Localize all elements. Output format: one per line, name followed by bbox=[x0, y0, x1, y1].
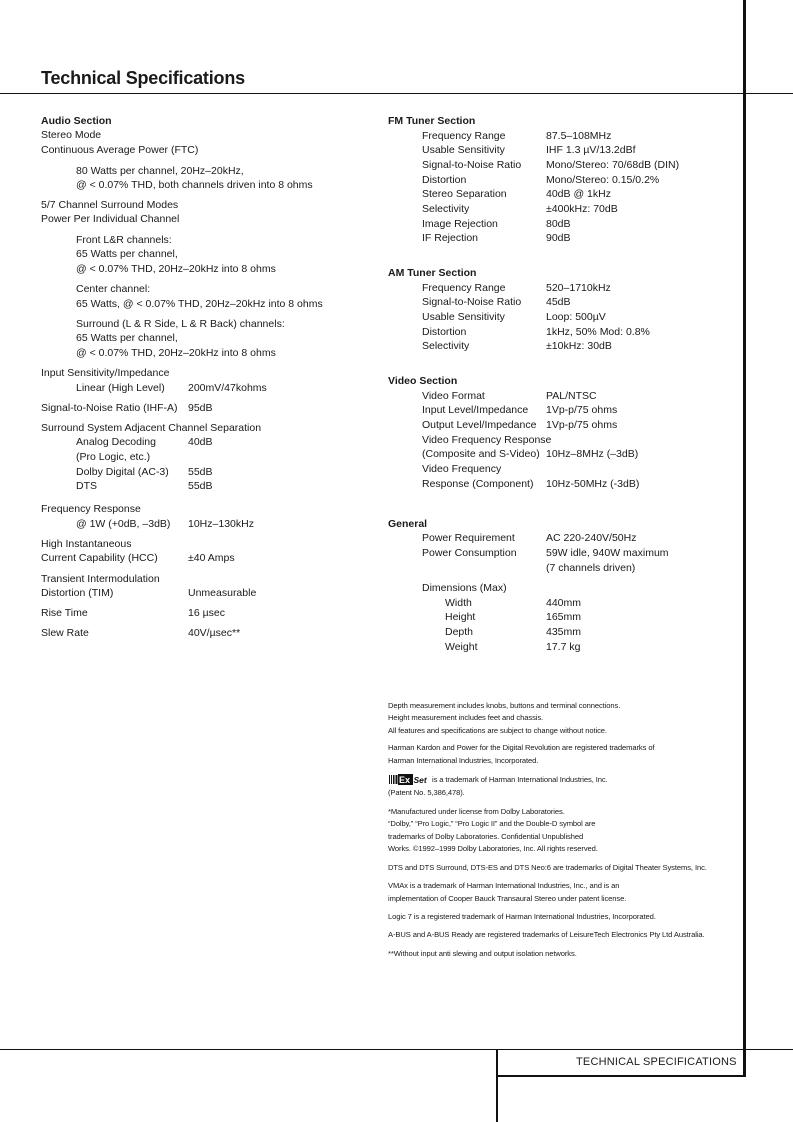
dimension-value: 165mm bbox=[546, 611, 582, 623]
fm-row-label: Distortion bbox=[422, 174, 467, 186]
frequency-response-label: Frequency Response bbox=[41, 503, 141, 515]
am-row-label: Signal-to-Noise Ratio bbox=[422, 296, 522, 308]
center-spec-line: 65 Watts, @ < 0.07% THD, 20Hz–20kHz into 8 ohms bbox=[76, 298, 323, 310]
surround-modes-label: 5/7 Channel Surround Modes bbox=[41, 199, 179, 211]
power-consumption-note: (7 channels driven) bbox=[546, 562, 636, 574]
linear-label: Linear (High Level) bbox=[76, 382, 165, 394]
am-row-value: 45dB bbox=[546, 296, 571, 308]
stereo-spec-line: @ < 0.07% THD, both channels driven into 8 ohms bbox=[76, 179, 313, 191]
fm-row-label: Usable Sensitivity bbox=[422, 144, 505, 156]
slew-rate-label: Slew Rate bbox=[41, 627, 89, 639]
fm-row-value: 80dB bbox=[546, 218, 571, 230]
note-line: *Manufactured under license from Dolby Laboratories. bbox=[388, 807, 565, 816]
note-line: (Patent No. 5,386,478). bbox=[388, 788, 465, 797]
analog-decoding-label: Analog Decoding bbox=[76, 436, 156, 448]
hcc-label-line2: Current Capability (HCC) bbox=[41, 552, 158, 564]
frequency-response-value: 10Hz–130kHz bbox=[188, 518, 254, 530]
note-line: Works. ©1992–1999 Dolby Laboratories, Inc. All rights reserved. bbox=[388, 844, 598, 853]
dts-value: 55dB bbox=[188, 480, 213, 492]
tim-value: Unmeasurable bbox=[188, 587, 257, 599]
video-freq-response-value: 10Hz–8MHz (–3dB) bbox=[546, 448, 639, 460]
note-line: Depth measurement includes knobs, buttons and terminal connections. bbox=[388, 701, 621, 710]
video-input-value: 1Vp-p/75 ohms bbox=[546, 404, 618, 416]
video-component-label: Response (Component) bbox=[422, 478, 534, 490]
hcc-label-line1: High Instantaneous bbox=[41, 538, 132, 550]
dimensions-label: Dimensions (Max) bbox=[422, 582, 507, 594]
note-line: Height measurement includes feet and chassis. bbox=[388, 713, 544, 722]
dolby-digital-value: 55dB bbox=[188, 466, 213, 478]
video-component-value: 10Hz-50MHz (-3dB) bbox=[546, 478, 640, 490]
note-line: trademarks of Dolby Laboratories. Confidential Unpublished bbox=[388, 832, 584, 841]
surround-spec-line: @ < 0.07% THD, 20Hz–20kHz into 8 ohms bbox=[76, 347, 276, 359]
video-freq-response-sublabel: (Composite and S-Video) bbox=[422, 448, 540, 460]
fm-row-label: Image Rejection bbox=[422, 218, 498, 230]
am-row-value: 1kHz, 50% Mod: 0.8% bbox=[546, 326, 650, 338]
video-input-label: Input Level/Impedance bbox=[422, 404, 529, 416]
page-edge-rule bbox=[743, 0, 746, 1077]
fm-section-heading: FM Tuner Section bbox=[388, 115, 476, 127]
dimension-value: 17.7 kg bbox=[546, 641, 581, 653]
svg-text:Ex: Ex bbox=[399, 775, 411, 785]
fm-row-value: Mono/Stereo: 0.15/0.2% bbox=[546, 174, 660, 186]
power-requirement-value: AC 220-240V/50Hz bbox=[546, 532, 637, 544]
note-line: VMAx is a trademark of Harman International Industries, Inc., and is an bbox=[388, 881, 620, 890]
note-line: implementation of Cooper Bauck Transaural Stereo under patent license. bbox=[388, 894, 627, 903]
front-spec-line: 65 Watts per channel, bbox=[76, 248, 178, 260]
tim-label-line2: Distortion (TIM) bbox=[41, 587, 114, 599]
power-consumption-label: Power Consumption bbox=[422, 547, 517, 559]
power-requirement-label: Power Requirement bbox=[422, 532, 515, 544]
fm-row-value: 87.5–108MHz bbox=[546, 130, 612, 142]
audio-section-heading: Audio Section bbox=[41, 115, 112, 127]
dolby-digital-label: Dolby Digital (AC-3) bbox=[76, 466, 169, 478]
am-section-heading: AM Tuner Section bbox=[388, 267, 477, 279]
fm-row-label: IF Rejection bbox=[422, 232, 479, 244]
note-line: “Dolby,” “Pro Logic,” “Pro Logic II” and the Double-D symbol are bbox=[388, 819, 596, 828]
pro-logic-label: (Pro Logic, etc.) bbox=[76, 451, 151, 463]
page-title: Technical Specifications bbox=[41, 68, 245, 88]
fm-row-label: Frequency Range bbox=[422, 130, 506, 142]
input-sensitivity-label: Input Sensitivity/Impedance bbox=[41, 367, 170, 379]
stereo-spec-line: 80 Watts per channel, 20Hz–20kHz, bbox=[76, 165, 244, 177]
video-format-value: PAL/NTSC bbox=[546, 390, 597, 402]
dimension-label: Depth bbox=[445, 626, 474, 638]
surround-spec-line: Surround (L & R Side, L & R Back) channels: bbox=[76, 318, 285, 330]
dimension-value: 440mm bbox=[546, 597, 582, 609]
dts-label: DTS bbox=[76, 480, 97, 492]
frequency-response-sublabel: @ 1W (+0dB, –3dB) bbox=[76, 518, 171, 530]
exset-note: is a trademark of Harman International Industries, Inc. bbox=[432, 775, 608, 784]
dimension-label: Width bbox=[445, 597, 472, 609]
title-divider bbox=[0, 93, 793, 94]
video-frequency-label: Video Frequency bbox=[422, 463, 502, 475]
surround-spec-line: 65 Watts per channel, bbox=[76, 332, 178, 344]
power-per-channel-label: Power Per Individual Channel bbox=[41, 213, 180, 225]
am-row-label: Distortion bbox=[422, 326, 467, 338]
fm-row-label: Signal-to-Noise Ratio bbox=[422, 159, 522, 171]
stereo-mode-label: Stereo Mode bbox=[41, 129, 102, 141]
dimension-value: 435mm bbox=[546, 626, 582, 638]
note-line: **Without input anti slewing and output isolation networks. bbox=[388, 949, 577, 958]
snr-value: 95dB bbox=[188, 402, 213, 414]
dimension-label: Height bbox=[445, 611, 476, 623]
general-section-heading: General bbox=[388, 518, 428, 530]
video-output-label: Output Level/Impedance bbox=[422, 419, 537, 431]
rise-time-label: Rise Time bbox=[41, 607, 88, 619]
separation-label: Surround System Adjacent Channel Separation bbox=[41, 422, 262, 434]
center-spec-line: Center channel: bbox=[76, 283, 151, 295]
am-row-label: Selectivity bbox=[422, 340, 470, 352]
am-row-label: Usable Sensitivity bbox=[422, 311, 505, 323]
footer-underline bbox=[496, 1075, 746, 1077]
note-line: All features and specifications are subject to change without notice. bbox=[388, 726, 607, 735]
linear-value: 200mV/47kohms bbox=[188, 382, 267, 394]
slew-rate-value: 40V/µsec** bbox=[188, 627, 241, 639]
fm-row-label: Selectivity bbox=[422, 203, 470, 215]
fm-row-label: Stereo Separation bbox=[422, 188, 507, 200]
am-row-label: Frequency Range bbox=[422, 282, 506, 294]
note-line: Harman Kardon and Power for the Digital Revolution are registered trademarks of bbox=[388, 743, 655, 752]
front-spec-line: Front L&R channels: bbox=[76, 234, 172, 246]
power-consumption-value: 59W idle, 940W maximum bbox=[546, 547, 669, 559]
rise-time-value: 16 µsec bbox=[188, 607, 225, 619]
svg-text:Set: Set bbox=[413, 775, 427, 785]
note-line: DTS and DTS Surround, DTS-ES and DTS Neo:6 are trademarks of Digital Theater Systems, Inc. bbox=[388, 863, 707, 872]
note-line: Harman International Industries, Incorporated. bbox=[388, 756, 539, 765]
video-output-value: 1Vp-p/75 ohms bbox=[546, 419, 618, 431]
snr-label: Signal-to-Noise Ratio (IHF-A) bbox=[41, 402, 178, 414]
front-spec-line: @ < 0.07% THD, 20Hz–20kHz into 8 ohms bbox=[76, 263, 276, 275]
video-section-heading: Video Section bbox=[388, 375, 458, 387]
fm-row-value: 40dB @ 1kHz bbox=[546, 188, 611, 200]
dimension-label: Weight bbox=[445, 641, 478, 653]
video-freq-response-label: Video Frequency Response bbox=[422, 434, 552, 446]
hcc-value: ±40 Amps bbox=[188, 552, 235, 564]
footer-divider bbox=[0, 1049, 793, 1050]
footer-vertical-rule bbox=[496, 1049, 498, 1122]
tim-label-line1: Transient Intermodulation bbox=[41, 573, 160, 585]
video-format-label: Video Format bbox=[422, 390, 485, 402]
fm-row-value: 90dB bbox=[546, 232, 571, 244]
am-row-value: Loop: 500µV bbox=[546, 311, 606, 323]
fm-row-value: ±400kHz: 70dB bbox=[546, 203, 618, 215]
footer-section-label: TECHNICAL SPECIFICATIONS bbox=[576, 1056, 737, 1068]
fm-row-value: IHF 1.3 µV/13.2dBf bbox=[546, 144, 636, 156]
am-row-value: ±10kHz: 30dB bbox=[546, 340, 612, 352]
analog-decoding-value: 40dB bbox=[188, 436, 213, 448]
note-line: Logic 7 is a registered trademark of Harman International Industries, Incorporated. bbox=[388, 912, 656, 921]
note-line: A-BUS and A-BUS Ready are registered trademarks of LeisureTech Electronics Pty Ltd Australia. bbox=[388, 930, 705, 939]
fm-row-value: Mono/Stereo: 70/68dB (DIN) bbox=[546, 159, 680, 171]
am-row-value: 520–1710kHz bbox=[546, 282, 611, 294]
exset-logo-icon bbox=[389, 774, 429, 785]
continuous-power-label: Continuous Average Power (FTC) bbox=[41, 144, 199, 156]
